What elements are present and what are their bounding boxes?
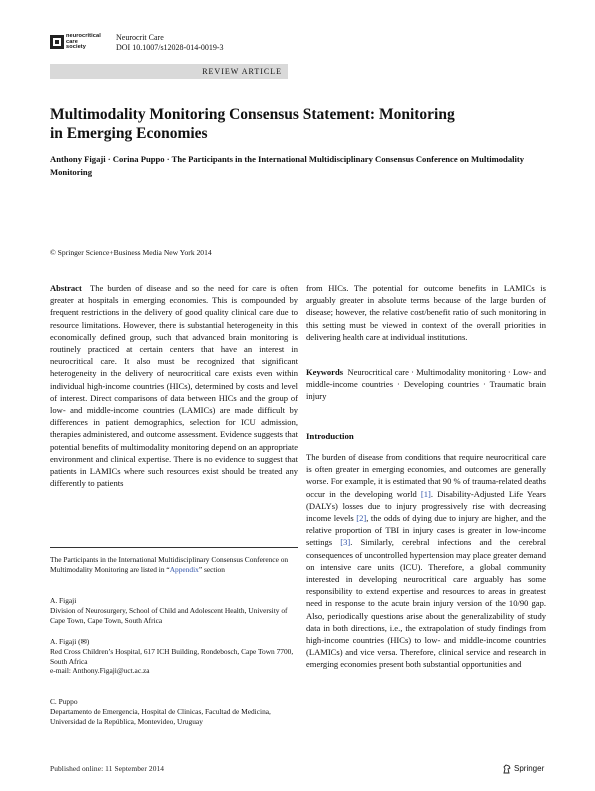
affiliation-2 [50,637,298,676]
affiliation-author: A. Figaji (✉) [50,637,90,646]
article-type-banner [50,64,288,79]
abstract-heading: Abstract [50,283,82,293]
keywords [306,366,546,403]
society-logo [50,34,110,52]
participants-footnote [50,555,298,575]
logo-line: society [66,44,86,51]
introduction-heading: Introduction [306,431,354,441]
journal-name: Neurocrit Care [116,33,164,42]
citation-link[interactable]: [2] [356,513,367,524]
article-type-label: REVIEW ARTICLE [202,67,282,76]
journal-info [116,33,224,53]
affiliation-text: Division of Neurosurgery, School of Child and Adolescent Health, University of Cape Town, Cape Town, South Africa [50,605,288,625]
abstract-left [50,282,298,489]
keywords-heading: Keywords [306,367,344,377]
publisher-logo [502,764,544,774]
affiliation-text: Departamento de Emergencia, Hospital de Clinicas, Facultad de Medicina, Universidad de la República, Montevideo, Uruguay [50,706,271,726]
citation-link[interactable]: [1] [420,488,431,499]
society-logo-icon [50,35,64,49]
intro-text: . Disability-Adjusted Life Years (DALYs) losses due to injury progressively rise with decreasing income levels [306,488,546,524]
intro-text: The burden of disease from conditions that require neurocritical care is often greater in emerging economies, and outcomes are generally worse. For example, it is estimated that 90 % of trauma-related deaths occur in the developing world [306,452,546,499]
title-line: Multimodality Monitoring Consensus Statement: Monitoring [50,106,455,123]
affiliation-1 [50,596,298,625]
logo-line: care [66,38,78,45]
affiliation-text: Red Cross Children’s Hospital, 617 ICH Building, Rondebosch, Cape Town 7700, South Africa [50,646,294,666]
appendix-link[interactable]: Appendix [169,564,199,574]
affiliation-author: A. Figaji [50,596,77,605]
copyright-notice: © Springer Science+Business Media New York 2014 [50,248,212,257]
author-email[interactable]: e-mail: Anthony.Figaji@uct.ac.za [50,666,150,676]
keywords-text: Neurocritical care · Multimodality monitoring · Low- and middle-income countries · Developing countries · Traumatic brain injury [306,367,546,402]
intro-text: . Similarly, cerebral infections and the cerebral consequences of uncontrolled hypertension may place greater demand on intensive care units (ICU). Therefore, a global community interested in developing neurocritical care arguably has some responsibility to extend expertise and resources to areas in greatest need in response to the acute brain injury version of the 10/90 gap. Also, periodically questions arise about the generalizability of study data in both directions, i.e., the extrapolation of study findings from high-income countries (HICs) to low- and middle-income countries (LAMICs) and vice versa. Therefore, clinical service and research in emerging economies present both substantial opportunities and [306,537,546,670]
citation-link[interactable]: [3] [340,537,351,548]
article-title [50,105,550,143]
title-line: in Emerging Economies [50,125,208,142]
logo-line: neurocritical [66,33,101,39]
author-list: Anthony Figaji · Corina Puppo · The Participants in the International Multidisciplinary Consensus Conference on Multimodality Monitoring [50,154,525,177]
footnote-text: The Participants in the International Multidisciplinary Consensus Conference on Multimodality Monitoring are listed in “ [50,555,289,574]
footnote-text: ” section [198,564,225,574]
publisher-name: Springer [514,764,545,774]
doi[interactable]: DOI 10.1007/s12028-014-0019-3 [116,43,224,52]
affiliation-author: C. Puppo [50,697,78,706]
published-date: Published online: 11 September 2014 [50,764,165,773]
springer-horse-icon [502,764,512,774]
introduction-text [306,451,546,671]
affiliation-3 [50,697,298,726]
abstract-continued: from HICs. The potential for outcome benefits in LAMICs is arguably greater in absolute terms because of the large burden of disease; however, the relative cost/benefit ratio of such monitoring in this setting must be viewed in context of the overall priorities in delivering health care at individual institutions. [306,283,546,342]
society-logo-text [66,34,101,51]
intro-text: , the odds of dying due to injury are higher, and the relative proportion of TBI in injury cases is greater in low-income settings [306,513,546,548]
abstract-text: The burden of disease and so the need for care is often greater at hospitals in emerging economies. This is compounded by frequent restrictions in the delivery of good quality clinical care due to resource limitations. However, there is substantial heterogeneity in this economically defined group, such that advanced brain monitoring is routinely practiced at certain centers that have an interest in neurocritical care. It also must be recognized that significant heterogeneity in the delivery of neurocritical care exists even within individual high-income countries (HICs), determined by costs and level of interest. Direct comparisons of data between HICs and the group of low- and middle-income countries (LAMICs) are made difficult by differences in patient demographics, selection for ICU admission, therapies administered, and outcome assessment. Evidence suggests that potential benefits of multimodality monitoring depend on an appropriate environment and clinical expertise. There is no evidence to suggest that patients in LAMICs where such resources exist should be treated any differently to patients [50,283,298,489]
footnote-divider [50,547,298,548]
